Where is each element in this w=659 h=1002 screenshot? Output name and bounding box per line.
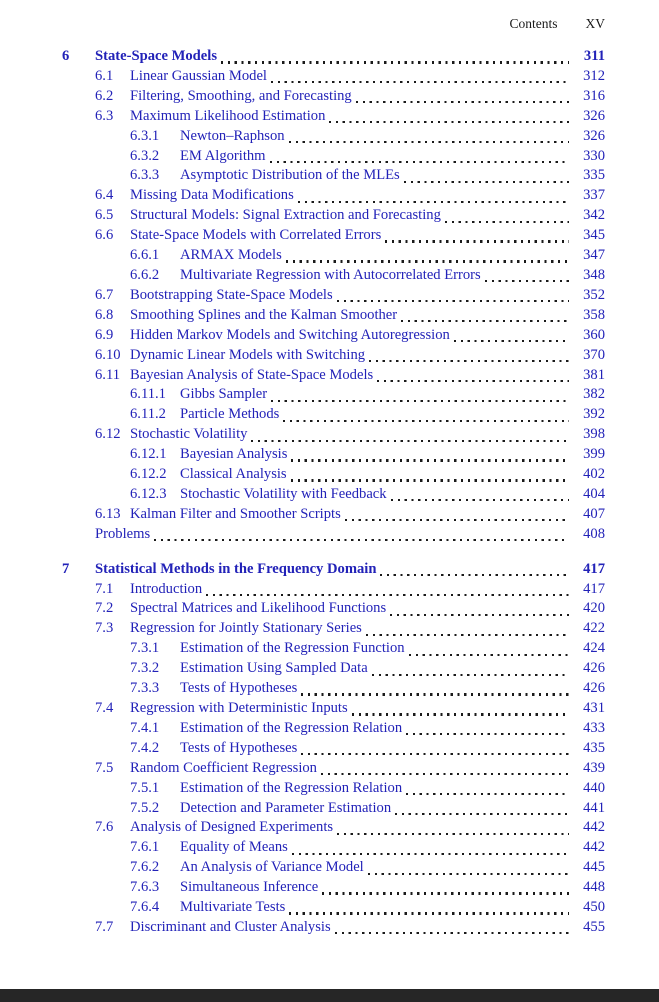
entry-page-number[interactable]: 337 xyxy=(583,187,605,204)
entry-title[interactable]: Discriminant and Cluster Analysis xyxy=(130,918,331,935)
dot-leader xyxy=(377,380,569,382)
entry-number: 6.12.2 xyxy=(130,466,167,483)
entry-number: 7.3.3 xyxy=(130,680,160,697)
entry-page-number[interactable]: 392 xyxy=(583,406,605,423)
entry-page-number[interactable]: 402 xyxy=(583,466,605,483)
entry-page-number[interactable]: 455 xyxy=(583,918,605,935)
toc-subsection-row[interactable] xyxy=(62,465,605,485)
entry-number: 6.11.2 xyxy=(130,406,166,423)
entry-title[interactable]: Linear Gaussian Model xyxy=(130,67,267,84)
toc-section-row[interactable] xyxy=(62,87,605,107)
entry-number: 7.6.3 xyxy=(130,879,160,896)
entry-title[interactable]: Bayesian Analysis xyxy=(180,446,288,463)
entry-number: 6.12 xyxy=(95,426,121,443)
entry-title[interactable]: Random Coefficient Regression xyxy=(130,759,317,776)
dot-leader xyxy=(292,853,569,855)
dot-leader xyxy=(369,360,569,362)
toc-section-row[interactable] xyxy=(62,107,605,127)
dot-leader xyxy=(385,240,569,242)
dot-leader xyxy=(337,300,569,302)
entry-number: 6.12.3 xyxy=(130,485,167,502)
dot-leader xyxy=(406,793,569,795)
toc-section-row[interactable] xyxy=(62,580,605,600)
running-header-page-number: XV xyxy=(585,16,605,31)
entry-page-number[interactable]: 420 xyxy=(583,600,605,617)
toc-section-row[interactable] xyxy=(62,525,605,545)
toc-chapter-row[interactable] xyxy=(62,560,605,580)
entry-page-number[interactable]: 431 xyxy=(583,700,605,716)
entry-title[interactable]: Estimation of the Regression Relation xyxy=(180,719,403,736)
toc-subsection-row[interactable] xyxy=(62,679,605,699)
entry-title[interactable]: Hidden Markov Models and Switching Autoregression xyxy=(130,326,450,343)
entry-page-number[interactable]: 426 xyxy=(583,660,605,677)
toc-section-row[interactable] xyxy=(62,226,605,246)
entry-page-number[interactable]: 358 xyxy=(583,306,605,323)
entry-number: 6 xyxy=(62,48,70,64)
entry-title[interactable]: Tests of Hypotheses xyxy=(180,739,298,756)
entry-number: 7 xyxy=(62,560,70,577)
toc-list xyxy=(62,47,605,938)
entry-page-number[interactable]: 407 xyxy=(583,505,605,522)
entry-number: 7.3.2 xyxy=(130,660,160,677)
entry-title[interactable]: Equality of Means xyxy=(180,839,288,856)
dot-leader xyxy=(337,833,569,835)
entry-number: 7.6.2 xyxy=(130,859,160,876)
dot-leader xyxy=(352,713,569,715)
toc-subsection-row[interactable] xyxy=(62,385,605,405)
entry-number: 6.6.2 xyxy=(130,266,160,283)
entry-page-number[interactable]: 399 xyxy=(583,446,605,463)
entry-page-number[interactable]: 408 xyxy=(583,525,605,542)
dot-leader xyxy=(206,594,569,596)
dot-leader xyxy=(445,221,569,223)
dot-leader xyxy=(391,499,569,501)
entry-title[interactable]: Introduction xyxy=(130,580,203,597)
entry-page-number[interactable]: 426 xyxy=(583,680,605,697)
toc-subsection-row[interactable] xyxy=(62,639,605,659)
entry-page-number[interactable]: 417 xyxy=(583,580,605,597)
entry-title[interactable]: Maximum Likelihood Estimation xyxy=(130,107,326,124)
entry-number: 6.9 xyxy=(95,326,114,343)
dot-leader xyxy=(401,320,569,322)
entry-page-number[interactable]: 442 xyxy=(583,819,605,836)
entry-number: 7.5 xyxy=(95,759,114,776)
toc-subsection-row[interactable] xyxy=(62,147,605,167)
entry-page-number[interactable]: 335 xyxy=(583,167,605,184)
entry-title[interactable]: Bayesian Analysis of State-Space Models xyxy=(130,366,374,383)
toc-section-row[interactable] xyxy=(62,918,605,938)
entry-number: 6.3.3 xyxy=(130,167,160,184)
dot-leader xyxy=(454,340,569,342)
entry-number: 7.1 xyxy=(95,580,114,597)
toc-subsection-row[interactable] xyxy=(62,246,605,266)
running-header xyxy=(62,16,605,32)
entry-title[interactable]: Newton–Raphson xyxy=(180,127,285,144)
dot-leader xyxy=(372,674,569,676)
entry-title[interactable]: Tests of Hypotheses xyxy=(180,680,298,697)
toc-subsection-row[interactable] xyxy=(62,878,605,898)
dot-leader xyxy=(270,161,569,163)
dot-leader xyxy=(345,519,569,521)
entry-number: 6.11 xyxy=(95,366,120,383)
entry-title[interactable]: Regression for Jointly Stationary Series xyxy=(130,620,362,637)
running-header-title: Contents xyxy=(509,16,558,31)
toc-subsection-row[interactable] xyxy=(62,779,605,799)
entry-number: 6.5 xyxy=(95,207,114,224)
dot-leader xyxy=(356,101,569,103)
entry-page-number[interactable]: 424 xyxy=(583,640,605,657)
entry-number: 6.3 xyxy=(95,107,114,124)
entry-title[interactable]: Detection and Parameter Estimation xyxy=(180,799,392,816)
entry-number: 6.10 xyxy=(95,346,121,363)
entry-title[interactable]: Multivariate Regression with Autocorrelated Errors xyxy=(180,266,481,283)
entry-page-number[interactable]: 440 xyxy=(583,779,605,796)
entry-number: 7.7 xyxy=(95,918,114,935)
entry-page-number[interactable]: 352 xyxy=(583,286,605,303)
toc-section-row[interactable] xyxy=(62,759,605,779)
toc-section-row[interactable] xyxy=(62,67,605,87)
dot-leader xyxy=(404,181,569,183)
entry-number: 6.11.1 xyxy=(130,386,166,403)
dot-leader xyxy=(154,539,569,541)
entry-title[interactable]: State-Space Models xyxy=(95,48,218,64)
toc-section-row[interactable] xyxy=(62,619,605,639)
entry-number: 7.3.1 xyxy=(130,640,160,657)
toc-section-row[interactable] xyxy=(62,326,605,346)
entry-title[interactable]: Kalman Filter and Smoother Scripts xyxy=(130,505,341,522)
entry-title[interactable]: Structural Models: Signal Extraction and Forecasting xyxy=(130,207,441,224)
entry-number: 7.6.4 xyxy=(130,899,160,916)
dot-leader xyxy=(286,260,569,262)
entry-page-number[interactable]: 382 xyxy=(583,386,605,403)
entry-title[interactable]: Simultaneous Inference xyxy=(180,879,319,896)
entry-page-number[interactable]: 441 xyxy=(583,799,605,816)
entry-title[interactable]: An Analysis of Variance Model xyxy=(180,859,364,876)
entry-title[interactable]: Missing Data Modifications xyxy=(130,187,294,204)
entry-page-number[interactable]: 326 xyxy=(583,107,605,124)
dot-leader xyxy=(301,693,569,695)
entry-title[interactable]: Bootstrapping State-Space Models xyxy=(130,286,333,303)
entry-title[interactable]: State-Space Models with Correlated Errors xyxy=(130,227,382,244)
entry-title[interactable]: Problems xyxy=(95,525,151,542)
dot-leader xyxy=(406,733,569,735)
entry-title[interactable]: Stochastic Volatility xyxy=(130,426,248,443)
dot-leader xyxy=(291,459,569,461)
toc-subsection-row[interactable] xyxy=(62,898,605,918)
entry-title[interactable]: Analysis of Designed Experiments xyxy=(130,819,334,836)
dot-leader xyxy=(390,614,569,616)
entry-number: 6.4 xyxy=(95,187,114,204)
entry-number: 6.8 xyxy=(95,306,114,323)
entry-page-number[interactable]: 404 xyxy=(583,485,605,502)
entry-page-number[interactable]: 439 xyxy=(583,759,605,776)
toc-section-row[interactable] xyxy=(62,818,605,838)
entry-title[interactable]: Filtering, Smoothing, and Forecasting xyxy=(130,87,352,104)
entry-number: 7.2 xyxy=(95,600,114,617)
entry-number: 7.6.1 xyxy=(130,839,160,856)
dot-leader xyxy=(301,753,569,755)
toc-subsection-row[interactable] xyxy=(62,266,605,286)
entry-page-number[interactable]: 448 xyxy=(583,879,605,896)
entry-number: 6.3.1 xyxy=(130,127,160,144)
entry-page-number[interactable]: 433 xyxy=(583,719,605,736)
entry-title[interactable]: ARMAX Models xyxy=(180,247,282,264)
toc-subsection-row[interactable] xyxy=(62,445,605,465)
toc-subsection-row[interactable] xyxy=(62,166,605,186)
viewer-bottom-bar xyxy=(0,989,659,1002)
dot-leader xyxy=(321,773,569,775)
toc-section-row[interactable] xyxy=(62,505,605,525)
entry-title[interactable]: Spectral Matrices and Likelihood Functions xyxy=(130,600,387,617)
toc-section-row[interactable] xyxy=(62,699,605,719)
toc-subsection-row[interactable] xyxy=(62,127,605,147)
entry-number: 7.4.1 xyxy=(130,719,160,736)
dot-leader xyxy=(271,81,569,83)
entry-number: 7.3 xyxy=(95,620,114,637)
entry-page-number[interactable]: 422 xyxy=(583,620,605,637)
entry-number: 6.12.1 xyxy=(130,446,167,463)
toc-subsection-row[interactable] xyxy=(62,405,605,425)
entry-page-number[interactable]: 450 xyxy=(583,899,605,916)
entry-title[interactable]: Multivariate Tests xyxy=(180,899,286,916)
entry-title[interactable]: Statistical Methods in the Frequency Domain xyxy=(95,560,377,577)
dot-leader xyxy=(380,574,569,576)
dot-leader xyxy=(251,440,569,442)
toc-subsection-row[interactable] xyxy=(62,838,605,858)
entry-page-number[interactable]: 398 xyxy=(583,426,605,443)
entry-number: 6.6.1 xyxy=(130,247,160,264)
entry-number: 7.6 xyxy=(95,819,114,836)
entry-page-number[interactable]: 370 xyxy=(583,346,605,363)
entry-title[interactable]: Stochastic Volatility with Feedback xyxy=(180,485,387,502)
dot-leader xyxy=(298,201,569,203)
dot-leader xyxy=(322,892,569,894)
entry-page-number[interactable]: 445 xyxy=(583,859,605,876)
entry-number: 7.4.2 xyxy=(130,739,160,756)
entry-page-number[interactable]: 316 xyxy=(583,87,605,104)
entry-title[interactable]: Estimation of the Regression Relation xyxy=(180,779,403,796)
dot-leader xyxy=(335,932,569,934)
dot-leader xyxy=(289,912,569,914)
toc-subsection-row[interactable] xyxy=(62,485,605,505)
entry-number: 6.1 xyxy=(95,67,114,84)
entry-page-number[interactable]: 348 xyxy=(583,266,605,283)
entry-page-number[interactable]: 342 xyxy=(583,207,605,224)
entry-title[interactable]: Gibbs Sampler xyxy=(180,386,268,403)
entry-number: 6.2 xyxy=(95,87,114,104)
toc-section-row[interactable] xyxy=(62,346,605,366)
entry-number: 7.5.1 xyxy=(130,779,160,796)
dot-leader xyxy=(221,61,569,63)
entry-page-number[interactable]: 347 xyxy=(583,247,605,264)
entry-page-number[interactable]: 330 xyxy=(583,147,605,164)
entry-title[interactable]: Estimation of the Regression Function xyxy=(180,640,405,657)
dot-leader xyxy=(485,280,569,282)
entry-title[interactable]: Regression with Deterministic Inputs xyxy=(130,700,348,716)
dot-leader xyxy=(366,634,569,636)
entry-page-number[interactable]: 345 xyxy=(583,227,605,244)
entry-title[interactable]: Dynamic Linear Models with Switching xyxy=(130,346,366,363)
toc-subsection-row[interactable] xyxy=(62,719,605,739)
entry-title[interactable]: EM Algorithm xyxy=(180,147,266,164)
toc-section-row[interactable] xyxy=(62,206,605,226)
dot-leader xyxy=(329,121,569,123)
dot-leader xyxy=(395,813,569,815)
dot-leader xyxy=(283,420,569,422)
toc-section-row[interactable] xyxy=(62,286,605,306)
entry-number: 6.7 xyxy=(95,286,114,303)
entry-number: 7.5.2 xyxy=(130,799,160,816)
entry-number: 6.13 xyxy=(95,505,121,522)
dot-leader xyxy=(368,873,569,875)
entry-title[interactable]: Estimation Using Sampled Data xyxy=(180,660,368,677)
entry-number: 6.6 xyxy=(95,227,114,244)
toc-section-row[interactable] xyxy=(62,366,605,386)
entry-page-number[interactable]: 311 xyxy=(583,48,605,64)
toc-subsection-row[interactable] xyxy=(62,739,605,759)
toc-section-row[interactable] xyxy=(62,425,605,445)
toc-chapter-row[interactable] xyxy=(62,47,605,67)
entry-page-number[interactable]: 381 xyxy=(583,366,605,383)
toc-subsection-row[interactable] xyxy=(62,799,605,819)
entry-title[interactable]: Smoothing Splines and the Kalman Smoother xyxy=(130,306,398,323)
entry-title[interactable]: Asymptotic Distribution of the MLEs xyxy=(180,167,400,184)
toc-section-row[interactable] xyxy=(62,599,605,619)
dot-leader xyxy=(289,141,569,143)
dot-leader xyxy=(271,400,569,402)
entry-title[interactable]: Particle Methods xyxy=(180,406,280,423)
entry-page-number[interactable]: 442 xyxy=(583,839,605,856)
entry-page-number[interactable]: 417 xyxy=(583,560,605,577)
toc-section-row[interactable] xyxy=(62,306,605,326)
dot-leader xyxy=(409,654,569,656)
entry-page-number[interactable]: 435 xyxy=(583,739,605,756)
toc-section-row[interactable] xyxy=(62,186,605,206)
toc-subsection-row[interactable] xyxy=(62,858,605,878)
entry-page-number[interactable]: 312 xyxy=(583,67,605,84)
entry-page-number[interactable]: 326 xyxy=(583,127,605,144)
entry-number: 7.4 xyxy=(95,700,114,716)
entry-page-number[interactable]: 360 xyxy=(583,326,605,343)
dot-leader xyxy=(291,479,569,481)
toc-subsection-row[interactable] xyxy=(62,659,605,679)
entry-number: 6.3.2 xyxy=(130,147,160,164)
entry-title[interactable]: Classical Analysis xyxy=(180,466,287,483)
